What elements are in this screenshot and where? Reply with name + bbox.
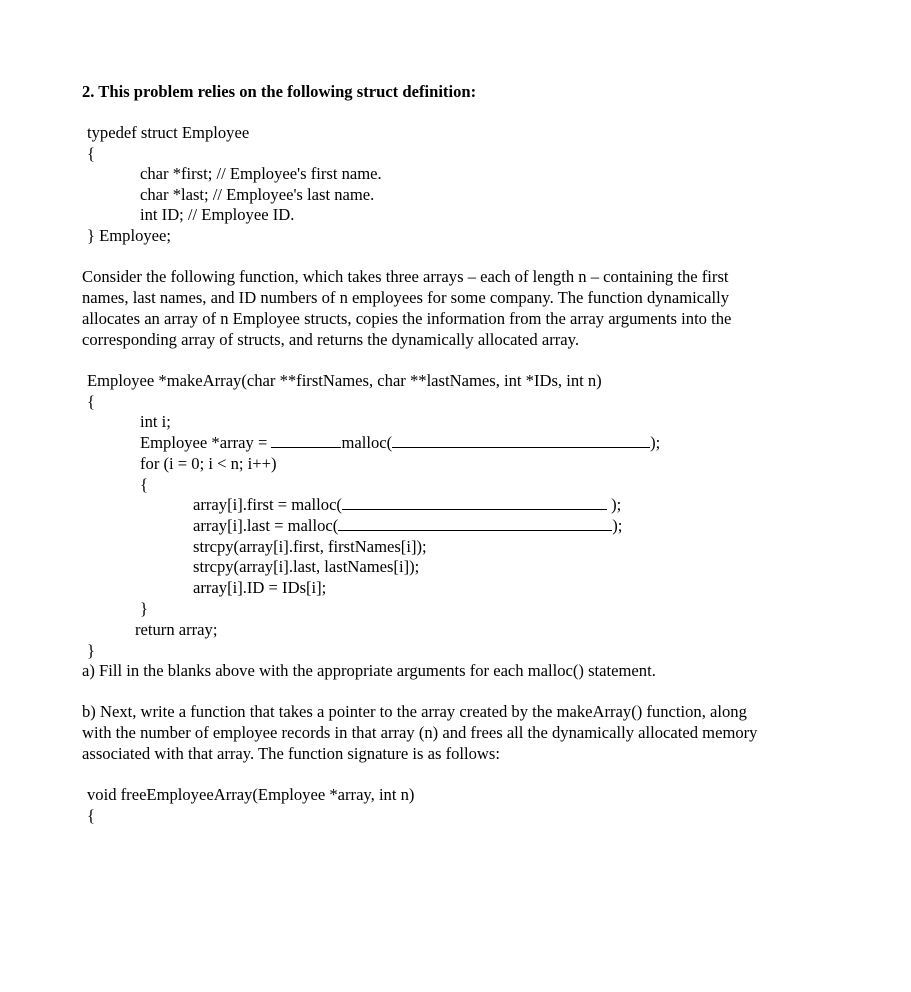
code-line: typedef struct Employee — [87, 123, 250, 142]
blank-array-size[interactable] — [392, 433, 650, 448]
code-line: for (i = 0; i < n; i++) — [140, 454, 277, 473]
code-line: } Employee; — [87, 226, 171, 245]
code-text: ); — [650, 433, 661, 452]
code-line: return array; — [135, 620, 218, 639]
code-line: } — [87, 641, 95, 660]
code-line — [193, 516, 622, 536]
code-line: char *last; // Employee's last name. — [140, 185, 375, 204]
code-line: strcpy(array[i].last, lastNames[i]); — [193, 557, 420, 576]
code-line: { — [87, 806, 95, 825]
paragraph-line: b) Next, write a function that takes a pointer to the array created by the makeArray() function, along — [82, 702, 747, 721]
code-line — [140, 433, 660, 453]
code-line: strcpy(array[i].first, firstNames[i]); — [193, 537, 427, 556]
code-line: char *first; // Employee's first name. — [140, 164, 382, 183]
blank-first-size[interactable] — [342, 495, 607, 510]
blank-last-size[interactable] — [338, 516, 612, 531]
paragraph-line: Consider the following function, which takes three arrays – each of length n – containing the first — [82, 267, 729, 286]
paragraph-line: names, last names, and ID numbers of n employees for some company. The function dynamically — [82, 288, 729, 307]
code-text: array[i].last = malloc( — [193, 516, 339, 535]
code-text: malloc( — [341, 433, 393, 452]
code-line: int i; — [140, 412, 171, 431]
code-text: array[i].first = malloc( — [193, 495, 342, 514]
code-text: ); — [612, 516, 623, 535]
paragraph-line: allocates an array of n Employee structs, copies the information from the array arguments into the — [82, 309, 732, 328]
code-text: Employee *array = — [140, 433, 272, 452]
function-signature: Employee *makeArray(char **firstNames, char **lastNames, int *IDs, int n) — [87, 371, 602, 390]
code-line: { — [87, 392, 95, 411]
function-signature: void freeEmployeeArray(Employee *array, int n) — [87, 785, 415, 804]
blank-cast[interactable] — [271, 433, 341, 448]
paragraph-line: associated with that array. The function signature is as follows: — [82, 744, 500, 763]
paragraph-line: with the number of employee records in that array (n) and frees all the dynamically allocated memory — [82, 723, 758, 742]
code-text: ); — [606, 495, 622, 514]
code-line: { — [87, 144, 95, 163]
code-line: { — [140, 475, 148, 494]
code-line — [193, 495, 621, 515]
code-line: int ID; // Employee ID. — [140, 205, 295, 224]
code-line: } — [140, 599, 148, 618]
paragraph-line: corresponding array of structs, and returns the dynamically allocated array. — [82, 330, 580, 349]
problem-heading: 2. This problem relies on the following struct definition: — [82, 82, 477, 101]
part-a-question: a) Fill in the blanks above with the appropriate arguments for each malloc() statement. — [82, 661, 656, 680]
code-line: array[i].ID = IDs[i]; — [193, 578, 327, 597]
